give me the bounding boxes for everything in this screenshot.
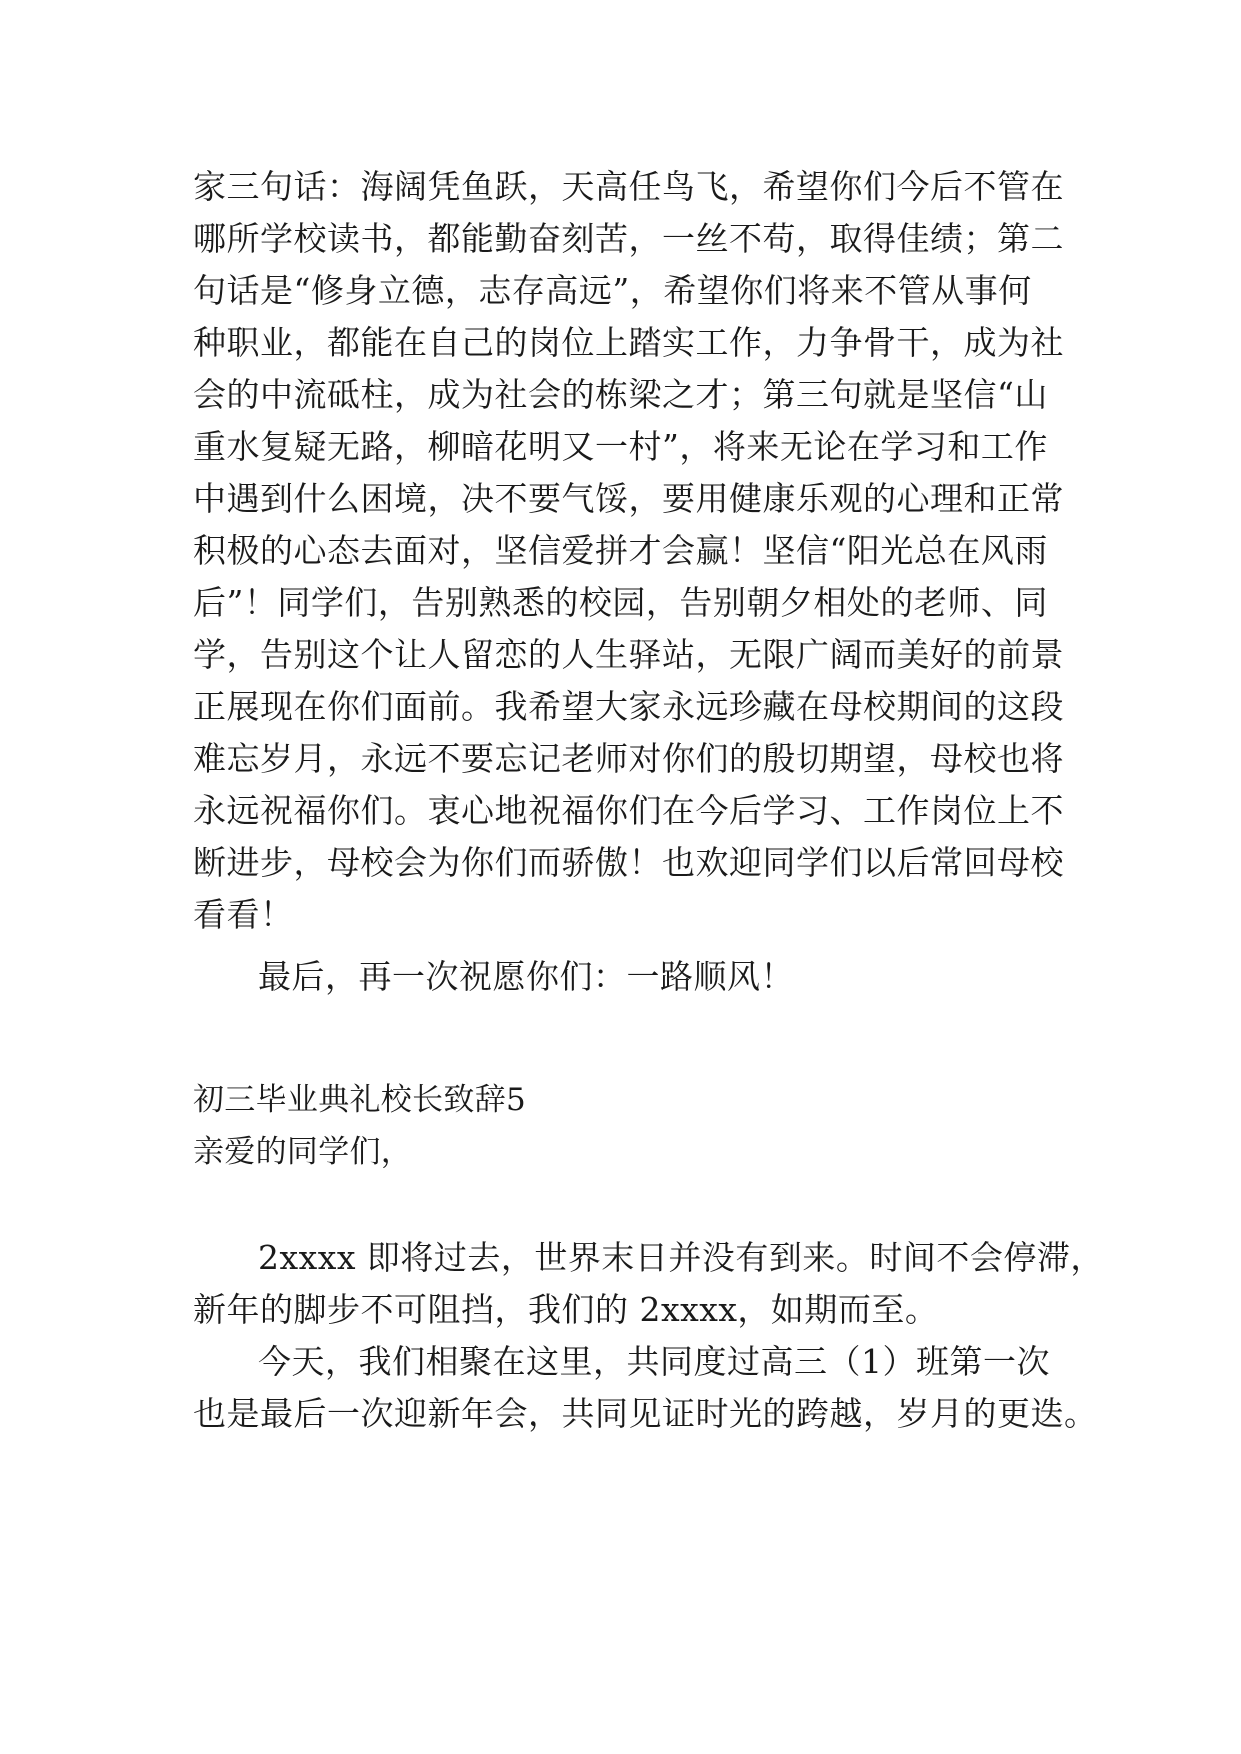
paragraph-line: 句话是“修身立德，志存高远”，希望你们将来不管从事何 <box>193 271 1032 310</box>
salutation: 亲爱的同学们， <box>193 1134 413 1170</box>
paragraph-line: 难忘岁月，永远不要忘记老师对你们的殷切期望，母校也将 <box>193 739 1064 778</box>
paragraph-line: 正展现在你们面前。我希望大家永远珍藏在母校期间的这段 <box>193 687 1064 726</box>
paragraph-line: 会的中流砥柱，成为社会的栋梁之才；第三句就是坚信“山 <box>193 375 1048 414</box>
section-title: 初三毕业典礼校长致辞5 <box>193 1082 527 1118</box>
paragraph-line: 种职业，都能在自己的岗位上踏实工作，力争骨干，成为社 <box>193 323 1064 362</box>
paragraph-line: 新年的脚步不可阻挡，我们的 2xxxx，如期而至。 <box>193 1290 939 1329</box>
paragraph-line: 学，告别这个让人留恋的人生驿站，无限广阔而美好的前景 <box>193 635 1064 674</box>
paragraph-line: 断进步，母校会为你们而骄傲！也欢迎同学们以后常回母校 <box>193 843 1064 882</box>
paragraph-line: 看看！ <box>193 895 294 934</box>
paragraph-line: 也是最后一次迎新年会，共同见证时光的跨越，岁月的更迭。 <box>193 1394 1098 1433</box>
paragraph-line: 中遇到什么困境，决不要气馁，要用健康乐观的心理和正常 <box>193 479 1064 518</box>
paragraph-line: 永远祝福你们。衷心地祝福你们在今后学习、工作岗位上不 <box>193 791 1064 830</box>
paragraph-line: 家三句话：海阔凭鱼跃，天高任鸟飞，希望你们今后不管在 <box>193 167 1064 206</box>
paragraph-line: 2xxxx 即将过去，世界末日并没有到来。时间不会停滞， <box>258 1238 1104 1277</box>
paragraph-line: 重水复疑无路，柳暗花明又一村”，将来无论在学习和工作 <box>193 427 1048 466</box>
closing-line: 最后，再一次祝愿你们：一路顺风！ <box>258 957 794 996</box>
paragraph-line: 今天，我们相聚在这里，共同度过高三（1）班第一次 <box>258 1342 1050 1381</box>
paragraph-line: 积极的心态去面对，坚信爱拼才会赢！坚信“阳光总在风雨 <box>193 531 1048 570</box>
paragraph-line: 后”！同学们，告别熟悉的校园，告别朝夕相处的老师、同 <box>193 583 1048 622</box>
paragraph-line: 哪所学校读书，都能勤奋刻苦，一丝不苟，取得佳绩；第二 <box>193 219 1064 258</box>
